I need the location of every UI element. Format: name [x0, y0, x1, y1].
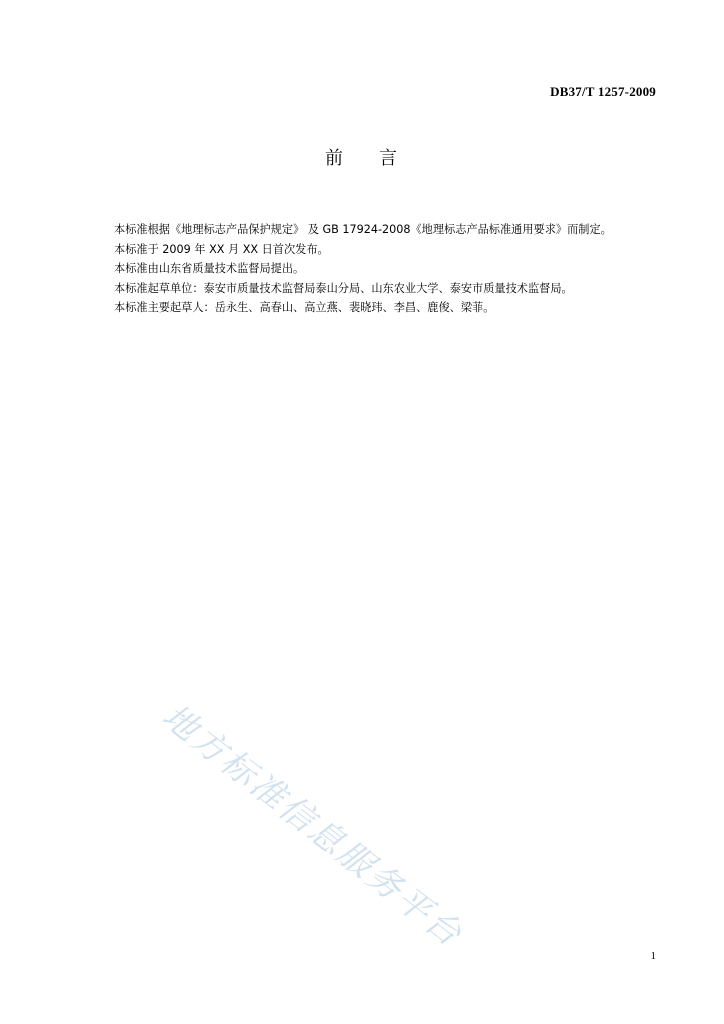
document-code: DB37/T 1257-2009 [550, 84, 656, 99]
title-part-1: 前 [325, 148, 345, 169]
title-part-2: 言 [379, 148, 399, 169]
preface-body [114, 220, 674, 318]
page-number: 1 [650, 950, 656, 962]
preface-line-basis: 本标准根据《地理标志产品保护规定》 及 GB 17924-2008《地理标志产品标准通用要求》而制定。 [114, 223, 612, 236]
preface-line-proposer: 本标准由山东省质量技术监督局提出。 [114, 262, 305, 275]
page-title [0, 144, 724, 170]
watermark: 地方标准信息服务平台 [154, 696, 471, 956]
preface-line-release: 本标准于 2009 年 XX 月 XX 日首次发布。 [114, 242, 329, 256]
preface-line-drafting-units: 本标准起草单位：泰安市质量技术监督局泰山分局、山东农业大学、泰安市质量技术监督局。 [114, 281, 573, 295]
preface-line-drafters: 本标准主要起草人：岳永生、高春山、高立燕、裴晓玮、李昌、鹿俊、梁菲。 [114, 301, 495, 314]
